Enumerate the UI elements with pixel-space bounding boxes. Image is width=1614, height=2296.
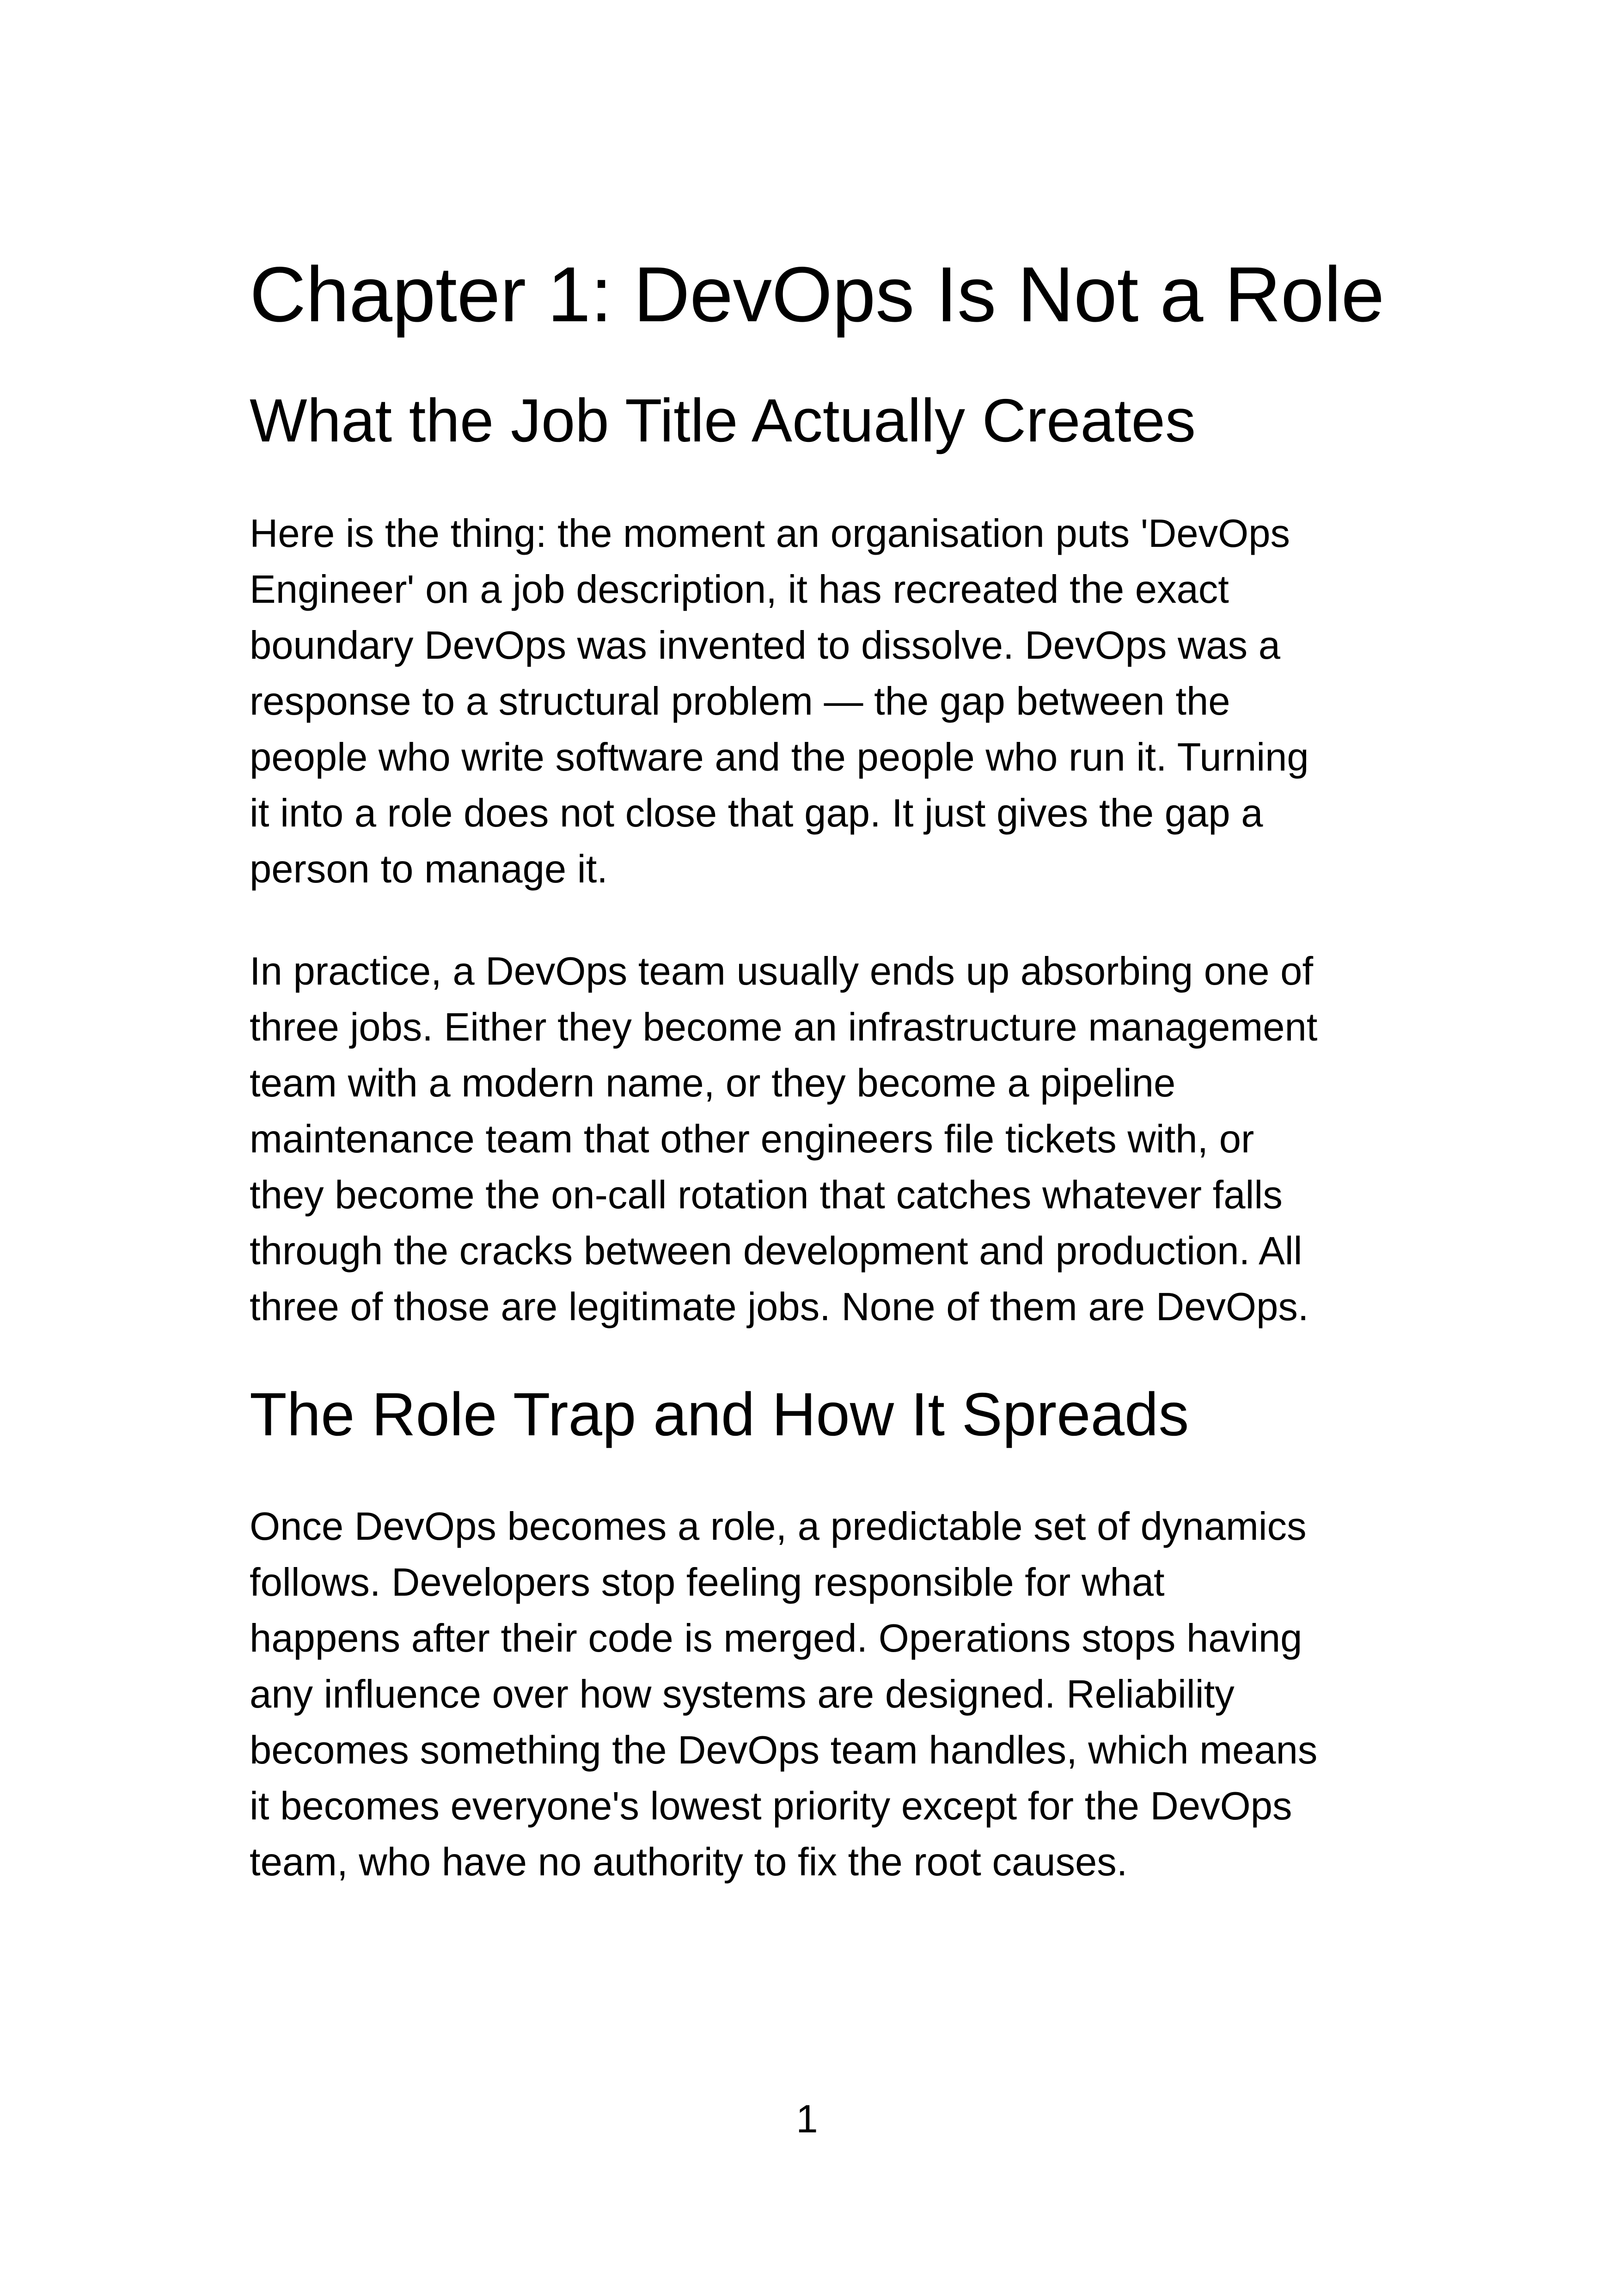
paragraph-line: any influence over how systems are designed. Reliability: [250, 1672, 1235, 1716]
paragraph-line: Engineer' on a job description, it has recreated the exact: [250, 568, 1229, 612]
page-content: [250, 250, 1433, 1890]
paragraph-line: becomes something the DevOps team handles, which means: [250, 1728, 1318, 1772]
paragraph-line: team, who have no authority to fix the root causes.: [250, 1840, 1128, 1884]
body-paragraph: [250, 943, 1433, 1335]
paragraph-line: happens after their code is merged. Operations stops having: [250, 1616, 1302, 1660]
section-heading: What the Job Title Actually Creates: [250, 386, 1196, 455]
paragraph-line: person to manage it.: [250, 847, 608, 892]
paragraph-line: response to a structural problem — the gap between the: [250, 680, 1230, 724]
paragraph-line: Once DevOps becomes a role, a predictable set of dynamics: [250, 1504, 1307, 1549]
paragraph-line: team with a modern name, or they become a pipeline: [250, 1061, 1176, 1106]
paragraph-line: it becomes everyone's lowest priority except for the DevOps: [250, 1784, 1292, 1828]
paragraph-line: boundary DevOps was invented to dissolve. DevOps was a: [250, 624, 1281, 668]
paragraph-line: people who write software and the people who run it. Turning: [250, 735, 1309, 780]
paragraph-line: three of those are legitimate jobs. None of them are DevOps.: [250, 1285, 1309, 1329]
body-paragraph: [250, 1499, 1433, 1890]
section-heading: The Role Trap and How It Spreads: [250, 1380, 1189, 1449]
paragraph-line: In practice, a DevOps team usually ends up absorbing one of: [250, 949, 1314, 994]
paragraph-line: through the cracks between development and production. All: [250, 1229, 1302, 1274]
paragraph-line: they become the on-call rotation that catches whatever falls: [250, 1173, 1283, 1218]
paragraph-line: Here is the thing: the moment an organisation puts 'DevOps: [250, 512, 1290, 556]
paragraph-line: follows. Developers stop feeling responsible for what: [250, 1560, 1165, 1604]
page-number: 1: [796, 2097, 818, 2141]
paragraph-line: maintenance team that other engineers file tickets with, or: [250, 1117, 1254, 1162]
paragraph-line: three jobs. Either they become an infrastructure management: [250, 1005, 1318, 1050]
chapter-title: Chapter 1: DevOps Is Not a Role: [250, 251, 1384, 338]
paragraph-line: it into a role does not close that gap. It just gives the gap a: [250, 791, 1263, 836]
body-paragraph: [250, 506, 1433, 897]
